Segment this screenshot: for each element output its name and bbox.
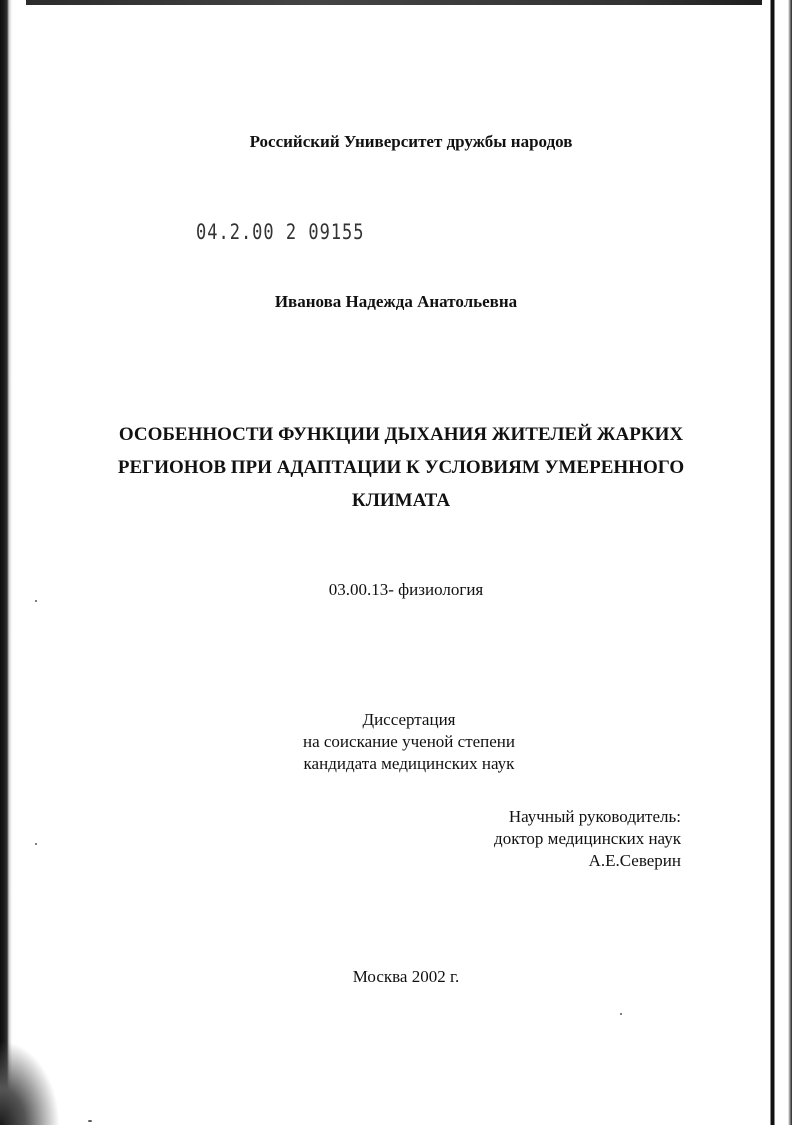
supervisor-label: Научный руководитель:: [508, 807, 681, 826]
degree-statement: [60, 709, 758, 775]
scan-border-top: [0, 0, 792, 5]
scan-speck: [620, 1013, 622, 1015]
scan-speck: [88, 1120, 92, 1122]
title-line: КЛИМАТА: [351, 490, 451, 511]
specialty-code: 03.00.13- физиология: [328, 580, 484, 599]
dissertation-title: [100, 418, 702, 517]
scan-speck: [35, 843, 37, 845]
author-name: Иванова Надежда Анатольевна: [274, 292, 518, 311]
degree-line: кандидата медицинских наук: [303, 754, 515, 773]
supervisor-name: А.Е.Северин: [588, 851, 681, 870]
scan-border-right: [762, 0, 792, 1125]
university-name: Российский Университет дружбы народов: [249, 132, 573, 151]
title-line: РЕГИОНОВ ПРИ АДАПТАЦИИ К УСЛОВИЯМ УМЕРЕННОГО: [117, 457, 685, 478]
registration-stamp: 04.2.00 2 09155: [196, 220, 365, 245]
scan-shadow-bottom-left: [0, 1040, 60, 1125]
scan-speck: [35, 600, 37, 602]
supervisor-degree: доктор медицинских наук: [494, 829, 681, 848]
city-year: Москва 2002 г.: [352, 967, 460, 986]
supervisor-block: [494, 806, 681, 872]
title-line: ОСОБЕННОСТИ ФУНКЦИИ ДЫХАНИЯ ЖИТЕЛЕЙ ЖАРКИХ: [118, 424, 684, 445]
degree-line: Диссертация: [362, 710, 456, 729]
degree-line: на соискание ученой степени: [302, 732, 516, 751]
scan-border-left: [0, 0, 26, 1125]
